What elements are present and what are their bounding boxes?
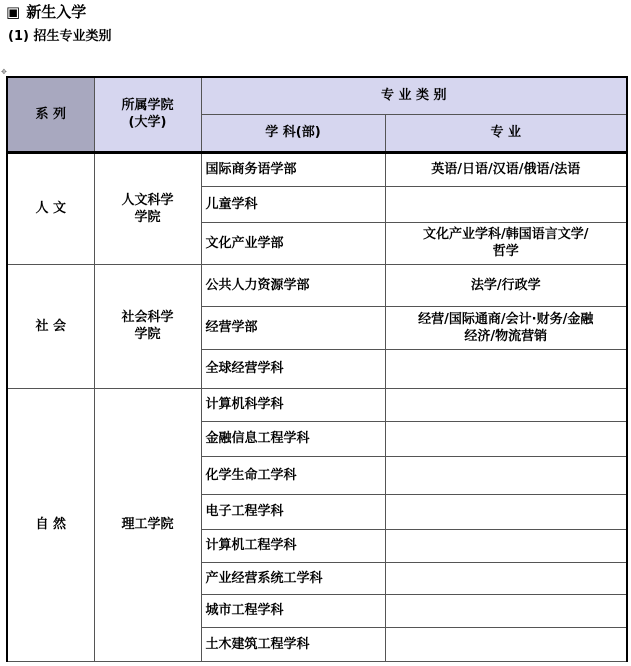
major-cell — [385, 529, 627, 562]
category-header: 专 业 类 别 — [201, 77, 627, 114]
major-cell: 英语/日语/汉语/俄语/法语 — [385, 152, 627, 186]
major-line2: 哲学 — [492, 244, 519, 259]
dept-cell: 公共人力资源学部 — [201, 264, 385, 306]
major-cell — [385, 494, 627, 529]
dept-cell: 电子工程学科 — [201, 494, 385, 529]
dept-cell: 计算机科学科 — [201, 388, 385, 421]
college-line2: 学院 — [134, 209, 161, 225]
dept-cell: 产业经营系统工学科 — [201, 562, 385, 594]
major-line1: 文化产业学科/韩国语言文学/ — [423, 227, 589, 242]
major-cell — [385, 388, 627, 421]
majors-table — [6, 76, 628, 662]
major-cell — [385, 594, 627, 627]
table-row — [7, 388, 627, 421]
dept-cell: 经营学部 — [201, 306, 385, 349]
dept-header: 学 科(部) — [201, 114, 385, 152]
major-cell: 法学/行政学 — [385, 264, 627, 306]
college-header-line1: 所属学院 — [121, 98, 174, 114]
college-header — [94, 77, 201, 152]
dept-cell: 化学生命工学科 — [201, 456, 385, 494]
series-cell: 自 然 — [7, 388, 94, 661]
series-cell: 社 会 — [7, 264, 94, 388]
major-cell — [385, 306, 627, 349]
major-header: 专 业 — [385, 114, 627, 152]
major-cell — [385, 562, 627, 594]
college-cell: 理工学院 — [94, 388, 201, 661]
dept-cell: 文化产业学部 — [201, 222, 385, 264]
subsection-title: (1) 招生专业类别 — [8, 29, 112, 44]
major-cell — [385, 421, 627, 456]
table-row — [7, 152, 627, 186]
table-anchor-icon: ✥ — [1, 68, 7, 76]
square-bullet-icon: ▣ — [6, 3, 21, 21]
major-cell — [385, 627, 627, 661]
college-line2: 学院 — [134, 327, 161, 342]
dept-cell: 金融信息工程学科 — [201, 421, 385, 456]
major-cell — [385, 222, 627, 264]
series-cell: 人 文 — [7, 152, 94, 264]
major-cell — [385, 186, 627, 222]
college-line1: 社会科学 — [121, 310, 174, 325]
major-line2: 经济/物流营销 — [464, 328, 548, 344]
table-row — [7, 264, 627, 306]
college-cell — [94, 264, 201, 388]
section-title: 新生入学 — [26, 3, 87, 21]
major-cell — [385, 456, 627, 494]
major-cell — [385, 349, 627, 388]
section-heading — [6, 2, 86, 22]
dept-cell: 城市工程学科 — [201, 594, 385, 627]
dept-cell: 全球经营学科 — [201, 349, 385, 388]
college-header-line2: (大学) — [128, 115, 167, 131]
dept-cell: 土木建筑工程学科 — [201, 627, 385, 661]
college-line1: 人文科学 — [121, 192, 174, 208]
dept-cell: 计算机工程学科 — [201, 529, 385, 562]
major-line1: 经营/国际通商/会计·财务/金融 — [418, 311, 594, 327]
dept-cell: 儿童学科 — [201, 186, 385, 222]
header-row — [7, 77, 627, 114]
series-header: 系 列 — [7, 77, 94, 152]
dept-cell: 国际商务语学部 — [201, 152, 385, 186]
college-cell — [94, 152, 201, 264]
